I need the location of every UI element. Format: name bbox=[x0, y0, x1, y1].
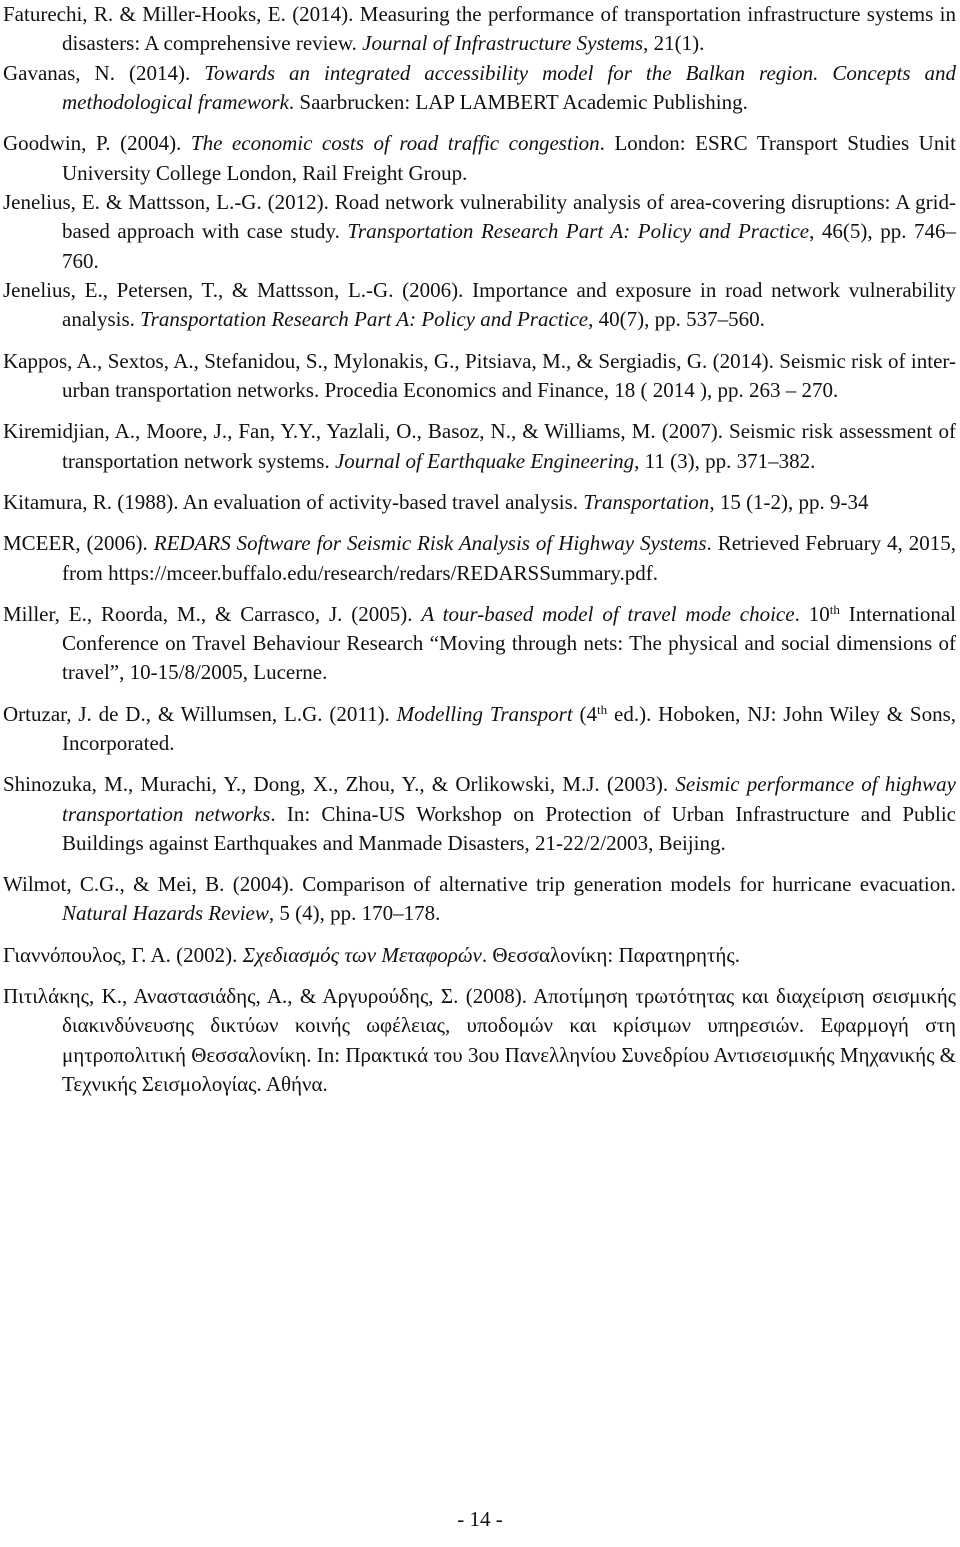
italic-title: Towards an integrated accessibility model for the Balkan region. Concepts and methodological framework bbox=[62, 60, 956, 114]
italic-title: Σχεδιασμός των Μεταφορών bbox=[242, 942, 482, 967]
reference-entry-ortuzar bbox=[3, 700, 956, 758]
reference-entry-jenelius-2006 bbox=[3, 276, 956, 334]
reference-text: , 15 (1-2), pp. 9-34 bbox=[709, 489, 869, 514]
reference-text: ed.). Hoboken, NJ: John Wiley & Sons, Incorporated. bbox=[62, 701, 956, 755]
reference-text: , 5 (4), pp. 170–178. bbox=[268, 901, 441, 926]
reference-text: Πιτιλάκης, Κ., Αναστασιάδης, Α., & Αργυρούδης, Σ. (2008). Αποτίμηση τρωτότητας και διαχείριση σεισμικής διακινδύνευσης δικτύων κοινής ωφέλειας, υποδομών και κρίσιμων υπηρεσιών. Εφαρμογή στη μητροπολιτική Θεσσαλονίκη. In: Πρακτικά του 3ου Πανελληνίου Συνεδρίου Αντισεισμικής Μηχανικής & Τεχνικής Σεισμολογίας. Αθήνα. bbox=[3, 984, 956, 1096]
reference-text: Kiremidjian, A., Moore, J., Fan, Y.Y., Yazlali, O., Basoz, N., & Williams, M. (2007). Seismic risk assessment of transportation network systems. bbox=[3, 419, 956, 473]
reference-text: Ortuzar, J. de D., & Willumsen, L.G. (2011). bbox=[3, 701, 397, 726]
reference-text: Faturechi, R. & Miller-Hooks, E. (2014). Measuring the performance of transportation infrastructure systems in disasters: A comprehensive review. bbox=[3, 2, 956, 56]
reference-entry-gavanas bbox=[3, 59, 956, 117]
reference-entry-mceer bbox=[3, 529, 956, 587]
reference-text: MCEER, (2006). bbox=[3, 531, 154, 556]
reference-entry-wilmot bbox=[3, 870, 956, 928]
italic-title: Journal of Earthquake Engineering bbox=[334, 448, 635, 473]
italic-title: The economic costs of road traffic congestion bbox=[190, 131, 600, 156]
reference-text: Shinozuka, M., Murachi, Y., Dong, X., Zhou, Y., & Orlikowski, M.J. (2003). bbox=[3, 772, 676, 797]
italic-title: Natural Hazards Review bbox=[62, 901, 269, 926]
italic-title: Transportation Research Part A: Policy and Practice bbox=[140, 307, 589, 332]
italic-title: Transportation bbox=[583, 489, 710, 514]
reference-text: International Conference on Travel Behaviour Research “Moving through nets: The physical and social dimensions of travel”, 10-15/8/2005, Lucerne. bbox=[62, 601, 957, 685]
reference-list bbox=[3, 0, 956, 1111]
reference-text: , 11 (3), pp. 371–382. bbox=[634, 448, 816, 473]
reference-text: Kappos, A., Sextos, A., Stefanidou, S., Mylonakis, G., Pitsiava, M., & Sergiadis, G. (2014). Seismic risk of inter-urban transportation networks. Procedia Economics and Finance, 18 ( 2014 ), pp. 263 – 270. bbox=[3, 348, 956, 402]
reference-text: Jenelius, E. & Mattsson, L.-G. (2012). Road network vulnerability analysis of area-covering disruptions: A grid-based approach with case study. bbox=[3, 190, 956, 244]
reference-entry-kitamura bbox=[3, 488, 956, 517]
reference-text: , 40(7), pp. 537–560. bbox=[588, 307, 765, 332]
page-number: - 14 - bbox=[457, 1507, 503, 1531]
reference-text: Γιαννόπουλος, Γ. Α. (2002). bbox=[3, 942, 243, 967]
reference-text: (4 bbox=[572, 701, 598, 726]
reference-text: . Θεσσαλονίκη: Παρατηρητής. bbox=[481, 942, 740, 967]
reference-text: Jenelius, E., Petersen, T., & Mattsson, L.-G. (2006). Importance and exposure in road network vulnerability analysis. bbox=[3, 278, 956, 332]
reference-text: . Saarbrucken: LAP LAMBERT Academic Publishing. bbox=[288, 90, 748, 114]
italic-title: Seismic performance of highway transportation networks bbox=[62, 772, 957, 826]
reference-text: Goodwin, P. (2004). bbox=[3, 131, 191, 156]
italic-title: REDARS Software for Seismic Risk Analysis of Highway Systems bbox=[153, 531, 707, 556]
reference-entry-miller bbox=[3, 600, 956, 688]
reference-text: . 10 bbox=[794, 601, 830, 626]
reference-text: Wilmot, C.G., & Mei, B. (2004). Comparison of alternative trip generation models for hurricane evacuation. bbox=[3, 872, 956, 897]
reference-text: Miller, E., Roorda, M., & Carrasco, J. (2005). bbox=[3, 601, 422, 626]
reference-text: . London: ESRC Transport Studies Unit University College London, Rail Freight Group. bbox=[62, 131, 956, 185]
reference-text: Kitamura, R. (1988). An evaluation of activity-based travel analysis. bbox=[3, 489, 584, 514]
reference-text: Gavanas, N. (2014). bbox=[3, 60, 205, 85]
reference-text: . Retrieved February 4, 2015, from https://mceer.buffalo.edu/research/redars/REDARSSummary.pdf. bbox=[62, 531, 957, 585]
reference-text: , 21(1). bbox=[643, 31, 705, 56]
reference-entry-giannopoulos bbox=[3, 941, 956, 970]
italic-title: Journal of Infrastructure Systems bbox=[362, 31, 644, 56]
reference-entry-faturechi bbox=[3, 0, 956, 58]
reference-text: , 46(5), pp. 746–760. bbox=[62, 219, 956, 273]
reference-entry-goodwin bbox=[3, 129, 956, 187]
reference-entry-kiremidjian bbox=[3, 417, 956, 475]
reference-text: . In: China-US Workshop on Protection of Urban Infrastructure and Public Buildings against Earthquakes and Manmade Disasters, 21-22/2/2003, Beijing. bbox=[62, 801, 956, 855]
italic-title: Modelling Transport bbox=[396, 701, 573, 726]
reference-entry-pitilakis bbox=[3, 982, 956, 1099]
italic-title: Transportation Research Part A: Policy and Practice bbox=[347, 219, 810, 244]
superscript: th bbox=[597, 701, 608, 717]
reference-entry-kappos bbox=[3, 347, 956, 405]
italic-title: A tour-based model of travel mode choice bbox=[421, 601, 795, 626]
reference-entry-shinozuka bbox=[3, 770, 956, 858]
superscript: th bbox=[829, 601, 840, 617]
reference-entry-jenelius-2012 bbox=[3, 188, 956, 276]
